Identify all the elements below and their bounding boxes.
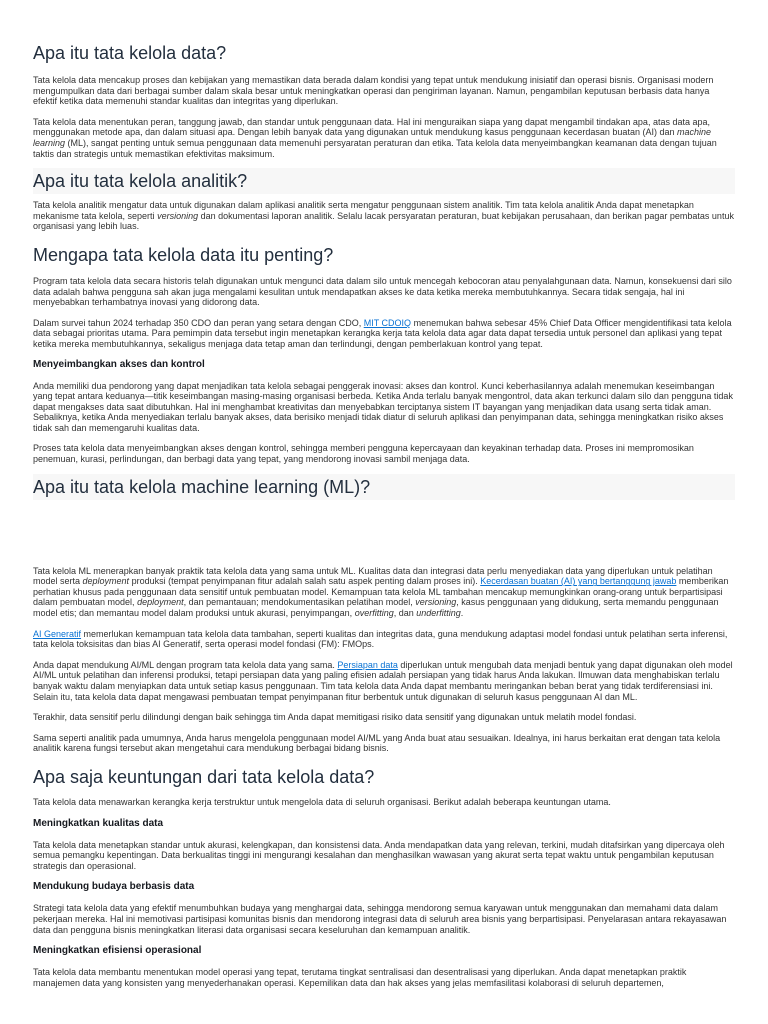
benefit-heading: Meningkatkan efisiensi operasional <box>33 945 202 957</box>
section-title-analytics-governance: Apa itu tata kelola analitik? <box>33 168 735 194</box>
benefit-heading: Meningkatkan kualitas data <box>33 817 164 829</box>
paragraph: Anda dapat mendukung AI/ML dengan program tata kelola data yang sama. Persiapan data diperlukan untuk mengubah data menjadi bentuk yang dapat digunakan oleh model AI/ML untuk pelatihan dan inferensi produksi, tetapi persiapan data yang paling efisien adalah persiapan yang tidak harus Anda lakukan. Ilmuwan data menghabiskan terlalu banyak waktu dalam menyiapkan data untuk setiap kasus penggunaan. Tim tata kelola data Anda dapat membantu meringankan beban berat yang tidak terdiferensiasi ini. Selain itu, tata kelola data dapat mengawasi pembuatan tempat penyimpanan fitur berbentuk untuk digunakan di seluruh kasus penggunaan AI dan ML. <box>33 659 733 702</box>
benefit-heading: Mendukung budaya berbasis data <box>33 881 195 893</box>
paragraph: Sama seperti analitik pada umumnya, Anda harus mengelola penggunaan model AI/ML yang Anda buat atau sesuaikan. Idealnya, ini harus berkaitan erat dengan tata kelola analitik karena fungsi tersebut akan mengetahui cara mendukung berbagai bidang bisnis. <box>33 732 721 754</box>
paragraph: Program tata kelola data secara historis telah digunakan untuk mengunci data dalam silo untuk mencegah kebocoran atau penyalahgunaan data. Namun, konsekuensi dari silo data adalah bahwa pengguna sah akan juga mengalami kesulitan untuk mendapatkan akses ke data ketika mereka membutuhkannya. Secara tidak sengaja, hal ini menyebabkan terhambatnya inovasi yang didorong data. <box>33 275 732 308</box>
generative-ai-link[interactable]: AI Generatif <box>33 628 82 639</box>
empty-area <box>33 500 735 566</box>
section-title-why-important: Mengapa tata kelola data itu penting? <box>33 244 334 265</box>
benefit-text: Tata kelola data membantu menentukan model operasi yang tepat, terutama tingkat sentralisasi dan desentralisasi yang diperlukan. Anda dapat menetapkan praktik manajemen data yang konsisten yang menyederhanakan operasi. Kepemilikan data dan hak akses yang jelas memfasilitasi kolaborasi di seluruh departemen, <box>33 967 687 988</box>
paragraph: Dalam survei tahun 2024 terhadap 350 CDO dan peran yang setara dengan CDO, MIT CDOIQ menemukan bahwa sebesar 45% Chief Data Officer mengidentifikasi tata kelola data sebagai prioritas utama. Para pemimpin data tersebut ingin menetapkan kerangka kerja tata kelola data agar data dapat tersedia untuk personel dan aplikasi yang tepat ketika mereka membutuhkannya, sekaligus menjaga data tetap aman dan terlindungi, dengan pemberlakuan kontrol yang tepat. <box>33 317 732 349</box>
section-title-benefits: Apa saja keuntungan dari tata kelola data? <box>33 766 375 787</box>
paragraph: AI Generatif memerlukan kemampuan tata kelola data tambahan, seperti kualitas dan integritas data, guna mendukung adaptasi model fondasi untuk pelatihan serta inferensi, tata kelola toksisitas dan bias AI Generatif, serta operasi model fondasi (FM): FMOps. <box>33 628 728 650</box>
subsection-title-balance: Menyeimbangkan akses dan kontrol <box>33 358 205 370</box>
section-title-ml-governance: Apa itu tata kelola machine learning (ML)? <box>33 474 735 500</box>
data-preparation-link[interactable]: Persiapan data <box>337 659 398 670</box>
benefit-text: Strategi tata kelola data yang efektif menumbuhkan budaya yang menghargai data, sehingga mendorong semua karyawan untuk menggunakan dan memahami data dalam pekerjaan mereka. Hal ini memotivasi partisipasi komunitas bisnis dan mendorong integrasi data di seluruh area bisnis yang berpartisipasi. Penyelarasan antara rekayasawan data dan pengguna bisnis meningkatkan literasi data organisasi secara keseluruhan dan kemampuan analitik. <box>33 903 727 935</box>
paragraph: Tata kelola analitik mengatur data untuk digunakan dalam aplikasi analitik serta mengatur penggunaan sistem analitik. Tim tata kelola analitik Anda dapat menetapkan mekanisme tata kelola, seperti versioning dan dokumentasi laporan analitik. Selalu lacak persyaratan peraturan, buat kebijakan perusahaan, dan berikan pagar pembatas untuk organisasi yang lebih luas. <box>33 200 734 232</box>
paragraph: Tata kelola data mencakup proses dan kebijakan yang memastikan data berada dalam kondisi yang tepat untuk mendukung inisiatif dan operasi bisnis. Organisasi modern mengumpulkan data dari berbagai sumber dalam skala besar untuk meningkatkan operasi dan pengiriman layanan. Namun, pengambilan keputusan berbasis data hanya efektif ketika data memenuhi standar kualitas dan integritas yang diperlukan. <box>33 75 714 107</box>
paragraph: Tata kelola ML menerapkan banyak praktik tata kelola data yang sama untuk ML. Kualitas data dan integrasi data perlu menyediakan data yang diperlukan untuk pelatihan model serta deployment produksi (tempat penyimpanan fitur adalah salah satu aspek penting dalam proses ini). Kecerdasan buatan (AI) yang bertanggung jawab memberikan perhatian khusus pada penggunaan data sensitif untuk pembuatan model. Kemampuan tata kelola ML tambahan mencakup memungkinkan orang-orang untuk berpartisipasi dalam pembuatan model, deployment, dan pemantauan; mendokumentasikan pelatihan model, versioning, kasus penggunaan yang didukung, serta memandu penggunaan model etis; dan memantau model dalam produksi untuk akurasi, penyimpangan, overfitting, dan underfitting. <box>33 565 729 619</box>
paragraph: Tata kelola data menentukan peran, tanggung jawab, dan standar untuk penggunaan data. Hal ini menguraikan siapa yang dapat mengambil tindakan apa, atas data apa, menggunakan metode apa, dan dalam situasi apa. Dengan lebih banyak data yang digunakan untuk mendukung kasus penggunaan kecerdasan buatan (AI) dan machine learning (ML), sangat penting untuk semua penggunaan data memenuhi persyaratan peraturan dan etika. Tata kelola data menyeimbangkan keamanan data dengan tujuan taktis dan strategis untuk memastikan efektivitas maksimum. <box>33 116 717 159</box>
section-title-data-governance: Apa itu tata kelola data? <box>33 43 227 63</box>
paragraph: Anda memiliki dua pendorong yang dapat menjadikan tata kelola sebagai penggerak inovasi: akses dan kontrol. Kunci keberhasilannya adalah menemukan keseimbangan yang tepat antara keduanya—titik keseimbangan masing-masing organisasi berbeda. Ketika Anda terlalu banyak mengontrol, data akan terkunci dalam silo dan pengguna tidak dapat mengakses data saat dibutuhkan. Hal ini menghambat kreativitas dan menyebabkan terciptanya sistem IT bayangan yang menjadikan data usang serta tidak aman. Sebaliknya, ketika Anda menyediakan terlalu banyak akses, data berisiko menjadi tidak diatur di seluruh aplikasi dan penyimpanan data, sehingga meningkatkan risiko akses tidak sah dan memengaruhi kualitas data. <box>33 380 733 433</box>
responsible-ai-link[interactable]: Kecerdasan buatan (AI) yang bertanggung jawab <box>480 576 677 587</box>
paragraph: Tata kelola data menawarkan kerangka kerja terstruktur untuk mengelola data di seluruh organisasi. Berikut adalah beberapa keuntungan utama. <box>33 796 611 807</box>
paragraph: Terakhir, data sensitif perlu dilindungi dengan baik sehingga tim Anda dapat memitigasi risiko data sensitif yang digunakan untuk melatih model fondasi. <box>33 712 637 723</box>
paragraph: Proses tata kelola data menyeimbangkan akses dengan kontrol, sehingga memberi pengguna kepercayaan dan keyakinan terhadap data. Proses ini mempromosikan penemuan, kurasi, perlindungan, dan berbagi data yang tepat, yang mendorong inovasi sambil menjaga data. <box>33 443 694 465</box>
mit-cdoiq-link[interactable]: MIT CDOIQ <box>363 317 412 328</box>
benefit-text: Tata kelola data menetapkan standar untuk akurasi, kelengkapan, dan konsistensi data. Anda mendapatkan data yang relevan, terkini, mudah ditafsirkan yang dipercaya oleh semua pemangku kepentingan. Data berkualitas tinggi ini mengurangi kesalahan dan menghasilkan wawasan yang akurat serta tepat waktu untuk pengambilan keputusan strategis dan operasional. <box>33 839 725 871</box>
